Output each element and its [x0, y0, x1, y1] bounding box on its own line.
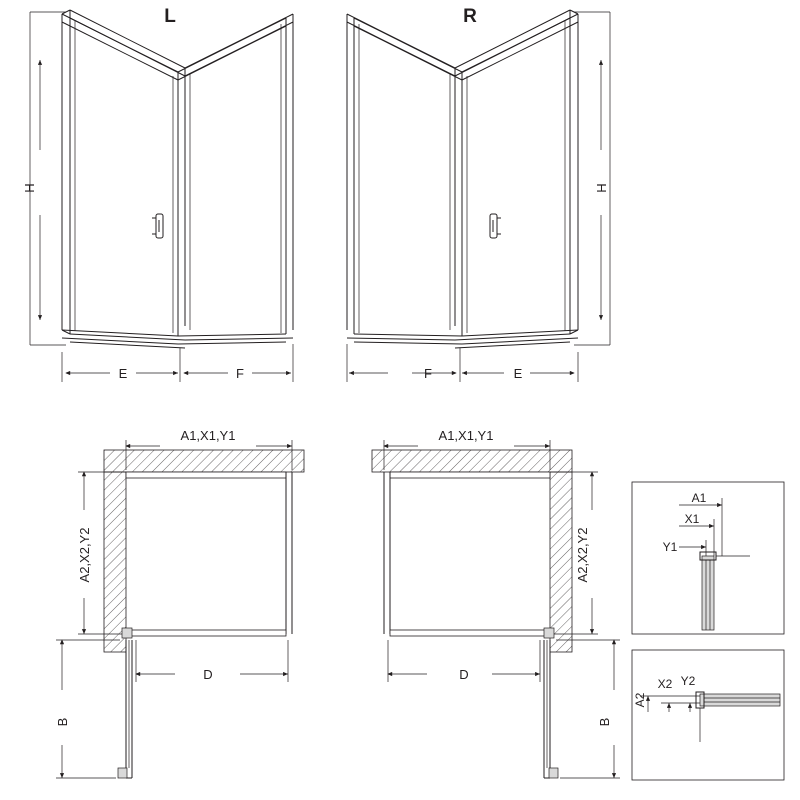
label-E-left: E [118, 366, 128, 381]
detail-lower-profile [632, 650, 784, 780]
label-A1X1Y1-left: A1,X1,Y1 [180, 428, 236, 443]
label-A1X1Y1-right: A1,X1,Y1 [438, 428, 494, 443]
label-H-left: H [22, 183, 37, 193]
label-E-right: E [513, 366, 523, 381]
label-F-right: F [424, 366, 432, 381]
label-detail-X2: X2 [657, 677, 673, 691]
label-detail-Y2: Y2 [680, 674, 696, 688]
detail-upper-profile [632, 482, 784, 634]
label-B-right: B [597, 717, 612, 727]
door-handle-right-view [490, 214, 501, 238]
door-handle-left-view [152, 214, 163, 238]
label-D-left: D [203, 667, 213, 682]
label-variant-R: R [463, 6, 477, 27]
label-F-left: F [236, 366, 244, 381]
label-B-left: B [55, 717, 70, 727]
label-A2X2Y2-left: A2,X2,Y2 [77, 527, 92, 583]
view-3d-right [347, 6, 610, 382]
view-plan-right [372, 428, 620, 778]
label-detail-A2: A2 [633, 692, 647, 708]
label-H-right: H [594, 183, 609, 193]
view-3d-left [22, 6, 293, 382]
view-plan-left [55, 428, 304, 778]
label-detail-X1: X1 [684, 512, 700, 526]
label-detail-Y1: Y1 [662, 540, 678, 554]
label-D-right: D [459, 667, 469, 682]
label-variant-L: L [164, 6, 176, 27]
label-detail-A1: A1 [691, 491, 707, 505]
label-A2X2Y2-right: A2,X2,Y2 [575, 527, 590, 583]
